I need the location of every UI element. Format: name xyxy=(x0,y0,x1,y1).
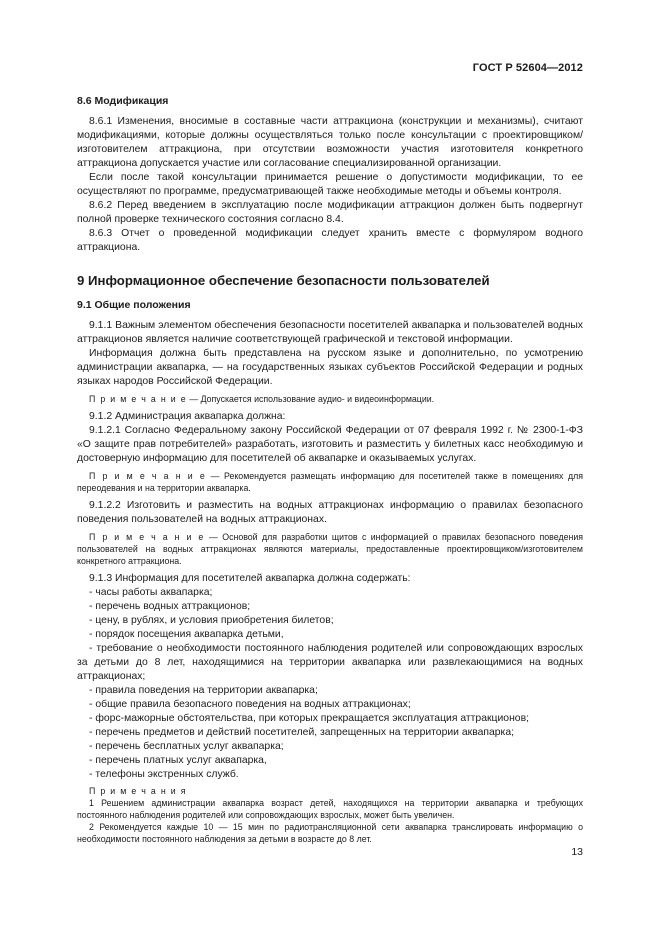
notes-title: П р и м е ч а н и я xyxy=(89,786,187,796)
section-9-1-heading: 9.1 Общие положения xyxy=(77,299,191,311)
note-1 xyxy=(77,393,583,405)
paragraph-8-6-2: 8.6.2 Перед введением в эксплуатацию после модификации аттракцион должен быть подвергнут полной проверке технического состояния согласно 8.4. xyxy=(77,200,583,225)
document-body xyxy=(77,94,583,845)
paragraph-8-6-1: 8.6.1 Изменения, вносимые в составные части аттракциона (конструкции и механизмы), считают модификациями, которые должны осуществляться только после консультации с проектировщиком/изготовителем аттракциона, при отсутствии возможности участия изготовителя конкретного аттракциона допускается участие или согласование специализированной организации. xyxy=(77,116,583,169)
list-item: - порядок посещения аквапарка детьми, xyxy=(89,629,284,640)
note-item: 2 Рекомендуется каждые 10 — 15 мин по радиотрансляционной сети аквапарка транслировать информацию о необходимости постоянного наблюдения за детьми в возрасте до 8 лет. xyxy=(77,822,583,844)
list-item: - форс-мажорные обстоятельства, при которых прекращается эксплуатация аттракционов; xyxy=(89,713,529,724)
list-item: - общие правила безопасного поведения на водных аттракционах; xyxy=(89,699,411,710)
list-item: - цену, в рублях, и условия приобретения билетов; xyxy=(89,615,334,626)
note-item: 1 Решением администрации аквапарка возраст детей, находящихся на территории аквапарка и требующих постоянного наблюдения родителей или сопровождающих взрослых, может быть увеличен. xyxy=(77,798,583,820)
list-item: - перечень предметов и действий посетителей, запрещенных на территории аквапарка; xyxy=(89,727,514,738)
note-2 xyxy=(77,470,583,494)
note-label: П р и м е ч а н и е xyxy=(89,394,187,404)
note-label: П р и м е ч а н и е xyxy=(89,532,205,542)
paragraph-9-1-1: 9.1.1 Важным элементом обеспечения безопасности посетителей аквапарка и пользователей водных аттракционов является наличие соответствующей графической и текстовой информации. xyxy=(77,320,583,345)
page-number: 13 xyxy=(571,846,583,858)
notes-block xyxy=(77,785,583,845)
section-9-heading: 9 Информационное обеспечение безопасности пользователей xyxy=(77,273,490,288)
paragraph-9-1-2-1: 9.1.2.1 Согласно Федеральному закону Российской Федерации от 07 февраля 1992 г. № 2300-1-ФЗ «О защите прав потребителей» разработать, изготовить и разместить у билетных касс необходимую и достоверную информацию для посетителей об аквапарке и оказываемых услугах. xyxy=(77,425,583,464)
list-item: - часы работы аквапарка; xyxy=(89,587,213,598)
paragraph-9-1-2-2: 9.1.2.2 Изготовить и разместить на водных аттракционах информацию о правилах безопасного поведения пользователей на водных аттракционах. xyxy=(77,500,583,525)
list-item: - требование о необходимости постоянного наблюдения родителей или сопровождающих взрослых за детьми до 8 лет, находящимися на территории аквапарка или развлекающимися на водных аттракционах; xyxy=(77,643,583,682)
paragraph-9-1-1-b: Информация должна быть представлена на русском языке и дополнительно, по усмотрению администрации аквапарка, — на государственных языках субъектов Российской Федерации и родных языках народов Российской Федерации. xyxy=(77,348,583,387)
note-3 xyxy=(77,531,583,567)
list-item: - перечень бесплатных услуг аквапарка; xyxy=(89,741,284,752)
paragraph-8-6-1-b: Если после такой консультации принимается решение о допустимости модификации, то ее осуществляют по программе, предусматривающей также необходимые методы и объемы контроля. xyxy=(77,172,583,197)
paragraph-9-1-3: 9.1.3 Информация для посетителей аквапарка должна содержать: xyxy=(89,573,411,584)
note-text: — Рекомендуется размещать информацию для посетителей также в помещениях для переодевания и на территории аквапарка. xyxy=(77,471,583,493)
list-item: - перечень платных услуг аквапарка, xyxy=(89,755,267,766)
list-item: - перечень водных аттракционов; xyxy=(89,601,251,612)
section-8-6-heading: 8.6 Модификация xyxy=(77,95,169,107)
note-label: П р и м е ч а н и е xyxy=(89,471,207,481)
list-item: - телефоны экстренных служб. xyxy=(89,769,239,780)
standard-header: ГОСТ Р 52604—2012 xyxy=(472,62,583,74)
note-text: — Основой для разработки щитов с информацией о правилах безопасного поведения пользователей на водных аттракционах являются материалы, предоставленные проектировщиком/изготовителем конкретного аттракциона. xyxy=(77,532,584,566)
paragraph-8-6-3: 8.6.3 Отчет о проведенной модификации следует хранить вместе с формуляром водного аттракциона. xyxy=(77,228,583,253)
paragraph-9-1-2: 9.1.2 Администрация аквапарка должна: xyxy=(89,411,286,422)
list-item: - правила поведения на территории аквапарка; xyxy=(89,685,318,696)
note-text: — Допускается использование аудио- и видеоинформации. xyxy=(186,394,435,404)
